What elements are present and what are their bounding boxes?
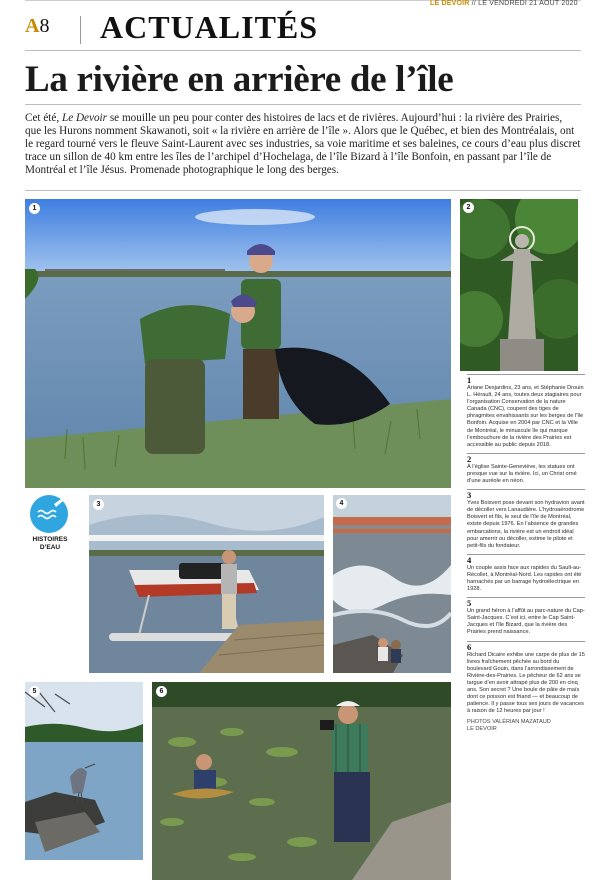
photo-4-badge: 4 [336,498,347,509]
caption-2-number: 2 [467,453,472,464]
photo-interns-river [25,199,451,488]
caption-6-number: 6 [467,641,472,652]
photo-carp-fisherman [152,682,451,880]
caption-5 [467,597,585,636]
photo-6-image [152,682,451,880]
histoires-deau-label [22,536,78,552]
photo-2-badge: 2 [463,202,474,213]
photo-4-image [333,495,451,673]
masthead-line [430,0,578,7]
photo-christ-statue [460,199,578,371]
article-headline: La rivière en arrière de l’île [25,59,454,100]
masthead-paper: LE DEVOIR [430,0,470,7]
caption-3 [467,489,585,550]
photo-heron [25,682,143,860]
water-waves-icon [30,495,68,533]
header-rule [25,50,581,51]
masthead-separator: // [471,0,476,7]
logo-line-2: D’EAU [39,544,61,551]
caption-6-text: Richard Dicaire exhibe une carpe de plus de 15 livres fraîchement pêchée au bord du boulevard Gouin, dans l’arrondissement de Rivière-des-Prairies. Le pêcheur de 62 ans se targue d’en avoir attrapé plus de 200 en cinq ans. Son secret ? Une boule de pâte de maïs dont ce poisson est friand — et beaucoup de patience. Il y passe tous ses jours de vacances à raison de 12 heures par jour ! [467,651,585,715]
caption-1-number: 1 [467,375,472,385]
caption-4-number: 4 [467,554,472,565]
caption-1 [467,374,585,449]
caption-4-text: Un couple assis face aux rapides du Sault-au-Récollet, à Montréal-Nord. Les rapides ont été harnachés par un barrage hydroélectrique en 1928. [467,564,582,593]
caption-6 [467,641,585,716]
caption-5-number: 5 [467,598,472,609]
photo-captions [467,374,585,733]
photo-seaplane-pilot [89,495,324,673]
article-intro [25,112,581,177]
headline-rule [25,104,581,105]
photo-rapids-couple [333,495,451,673]
photo-3-badge: 3 [93,499,104,510]
section-title: ACTUALITÉS [100,9,319,45]
photo-5-badge: 5 [29,686,40,697]
photo-credit-line-2: LE DEVOIR [467,726,497,733]
photo-credit [467,719,585,733]
logo-line-1: HISTOIRES [32,536,68,543]
masthead-date: LE VENDREDI 21 AOÛT 2020 [478,0,578,7]
caption-3-number: 3 [467,490,472,501]
page-number [25,15,49,38]
page-letter: A [25,15,40,37]
photo-2-image [460,199,578,371]
intro-rule [25,190,581,191]
caption-4 [467,554,585,593]
caption-2 [467,453,585,485]
photo-5-image [25,682,143,860]
intro-paper-name: Le Devoir [61,112,108,124]
intro-part-2: se mouille un peu pour conter des histoires de lacs et de rivières. Aujourd’hui : la rivière des Prairies, que les Hurons nomment Skawanoti, soit « la rivière en arrière de l’île ». Alors que le Québec, et bien des Montréalais, ont le regard tourné vers le fleuve Saint-Laurent avec ses industries, sa voie maritime et ses baleines, ce cours d’eau plus discret trace un sillon de 40 km entre les îles de l’archipel d’Hochelaga, de l’île Bizard à l’île Bonfoin, en passant par l’île de Montréal et l’île Jésus. Promenade photographique le long des berges. [25,112,581,176]
caption-5-text: Un grand héron à l’affût au parc-nature du Cap-Saint-Jacques. C’est ici, entre le Cap Saint-Jacques et l’île Bizard, que la rivière des Prairies prend naissance. [467,608,585,636]
photo-1-badge: 1 [29,203,40,214]
caption-1-text: Ariane Desjardins, 23 ans, et Stéphanie Drouin L. Hérault, 24 ans, toutes deux stagiaires pour l’organisation Conservation de la nature Canada (CNC), coupent des tiges de phragmites envahissants sur les berges de l’île Bonfoin. Acquise en 2004 par CNC et la Ville de Montréal, le minuscule île qui marque l’embouchure de la rivière des Prairies est accessible au public depuis 2018. [467,385,584,448]
intro-part-1: Cet été, [25,112,62,124]
histoires-deau-logo [30,495,68,533]
page-digit: 8 [39,15,50,37]
photo-1-image [25,199,451,488]
caption-3-text: Yves Boisvert pose devant son hydravion avant de décoller vers Lanaudière. L’hydroaérodrome Boisvert et fils, le seul de l’île de Montréal, existe depuis 1976. En l’absence de grandes embarcations, la rivière est un endroit idéal pour amerrir ou décoller, estime le pilote et petit-fils du fondateur. [467,500,585,549]
photo-3-image [89,495,324,673]
photo-credit-line-1: PHOTOS VALÉRIAN MAZATAUD [467,719,551,726]
header-divider [80,16,81,44]
caption-2-text: À l’église Sainte-Geneviève, les statues ont presque vue sur la rivière. Ici, un Christ orné d’une auréole en néon. [467,463,577,485]
photo-6-badge: 6 [156,686,167,697]
